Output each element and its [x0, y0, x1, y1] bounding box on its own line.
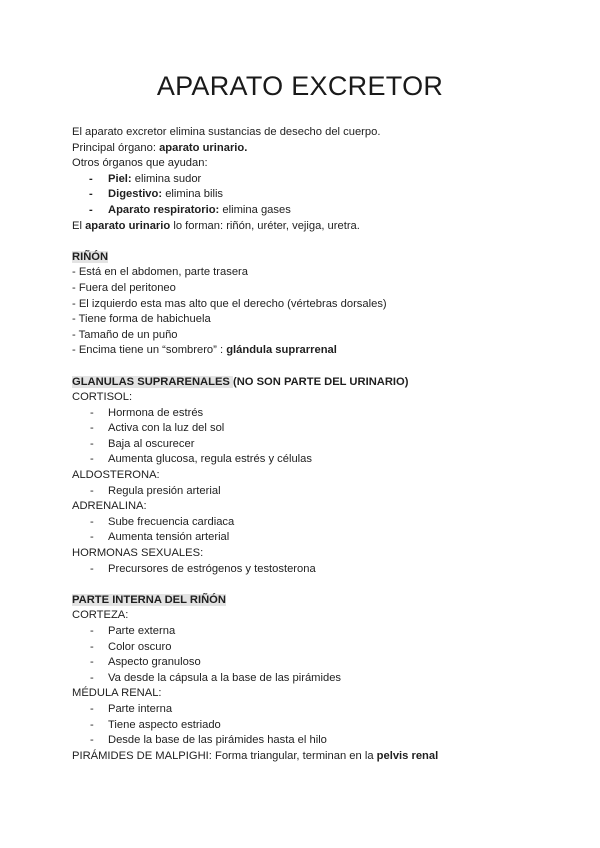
group-label: ADRENALINA:: [72, 500, 147, 513]
bullet-marker: -: [90, 531, 94, 544]
group-label: CORTISOL:: [72, 391, 133, 404]
intro-bold: aparato urinario: [85, 219, 171, 232]
list-item: - Está en el abdomen, parte trasera: [72, 266, 248, 279]
bullet-marker: -: [90, 702, 94, 715]
item-text: Parte externa: [108, 625, 176, 637]
bullet-marker: -: [90, 671, 94, 684]
item-text: Forma triangular, terminan en la: [211, 749, 377, 762]
item-bold: glándula suprarrenal: [226, 344, 337, 357]
item-bold: Digestivo:: [108, 188, 163, 201]
intro-line: [72, 141, 542, 157]
list-item: - Tamaño de un puño: [72, 328, 178, 341]
group-label: HORMONAS SEXUALES:: [72, 547, 204, 560]
list-item: - Fuera del peritoneo: [72, 281, 176, 294]
list-item: [72, 702, 542, 718]
spacer: [72, 577, 542, 593]
bullet-marker: -: [90, 406, 94, 419]
intro-bold: aparato urinario.: [159, 141, 248, 154]
list-item: [72, 562, 542, 578]
spacer: [72, 234, 542, 250]
list-item: [72, 733, 542, 749]
page-title: APARATO EXCRETOR: [156, 71, 444, 101]
bullet-marker: -: [90, 437, 94, 450]
bullet-marker: -: [90, 422, 94, 435]
item-text: Hormona de estrés: [108, 406, 204, 419]
bullet-marker: -: [90, 515, 94, 528]
heading-highlight: RIÑÓN: [72, 250, 109, 263]
section-heading: [72, 250, 542, 266]
list-item: [72, 624, 542, 640]
bullet-marker: -: [90, 640, 94, 653]
list-item: [72, 515, 542, 531]
list-item: [72, 452, 542, 468]
item-text: elimina gases: [219, 203, 291, 216]
list-item: [72, 203, 542, 219]
section-heading: [72, 375, 542, 391]
intro-line: El aparato excretor elimina sustancias de desecho del cuerpo.: [72, 126, 381, 138]
heading-highlight: GLANULAS SUPRARENALES: [72, 375, 233, 388]
item-text: Tiene aspecto estriado: [108, 718, 221, 731]
item-text: Color oscuro: [108, 640, 172, 653]
bullet-marker: -: [90, 734, 94, 747]
item-label: PIRÁMIDES DE MALPIGHI:: [72, 749, 212, 762]
bullet-marker: -: [90, 656, 94, 669]
bullet-marker: -: [89, 172, 93, 185]
list-item: [72, 421, 542, 437]
bullet-marker: -: [90, 453, 94, 466]
item-text: - Encima tiene un “sombrero” :: [72, 344, 227, 357]
list-item: [72, 640, 542, 656]
group-label: [72, 749, 542, 765]
item-text: Regula presión arterial: [108, 484, 221, 497]
spacer: [72, 359, 542, 375]
item-text: elimina bilis: [162, 188, 224, 201]
bullet-marker: -: [90, 484, 94, 497]
bullet-marker: -: [89, 188, 93, 201]
list-item: [72, 484, 542, 500]
list-item: - El izquierdo esta mas alto que el derecho (vértebras dorsales): [72, 297, 387, 310]
item-text: Sube frecuencia cardiaca: [108, 515, 235, 528]
list-item: [72, 172, 542, 188]
item-text: Aspecto granuloso: [108, 656, 201, 669]
list-item: [72, 406, 542, 422]
list-item: [72, 671, 542, 687]
item-text: elimina sudor: [131, 172, 202, 185]
group-label: CORTEZA:: [72, 609, 129, 622]
item-text: Baja al oscurecer: [108, 437, 195, 450]
item-text: Desde la base de las pirámides hasta el hilo: [108, 734, 327, 747]
document-body: [72, 125, 542, 764]
heading-note: (NO SON PARTE DEL URINARIO): [232, 375, 409, 388]
list-item: [72, 343, 542, 359]
item-text: Activa con la luz del sol: [108, 422, 225, 435]
intro-line: [72, 219, 542, 235]
item-bold: Piel:: [108, 172, 132, 185]
list-item: - Tiene forma de habichuela: [72, 313, 211, 326]
intro-line: Otros órganos que ayudan:: [72, 157, 208, 170]
item-bold: pelvis renal: [376, 749, 439, 762]
intro-text: El: [72, 219, 86, 232]
intro-text: Principal órgano:: [72, 141, 160, 154]
section-heading: [72, 593, 542, 609]
item-text: Aumenta tensión arterial: [108, 531, 230, 544]
item-text: Parte interna: [108, 702, 173, 715]
item-text: Va desde la cápsula a la base de las pirámides: [108, 671, 342, 684]
bullet-marker: -: [90, 625, 94, 637]
bullet-marker: -: [90, 562, 94, 575]
intro-text: lo forman: riñón, uréter, vejiga, uretra.: [170, 219, 360, 232]
item-text: Aumenta glucosa, regula estrés y células: [108, 453, 312, 466]
item-text: Precursores de estrógenos y testosterona: [108, 562, 316, 575]
group-label: ALDOSTERONA:: [72, 469, 160, 482]
item-bold: Aparato respiratorio:: [108, 203, 220, 216]
group-label: MÉDULA RENAL:: [72, 687, 162, 700]
list-item: [72, 655, 542, 671]
heading-highlight: PARTE INTERNA DEL RIÑÓN: [72, 593, 226, 606]
bullet-marker: -: [89, 203, 93, 216]
bullet-marker: -: [90, 718, 94, 731]
list-item: [72, 718, 542, 734]
list-item: [72, 530, 542, 546]
list-item: [72, 187, 542, 203]
list-item: [72, 437, 542, 453]
